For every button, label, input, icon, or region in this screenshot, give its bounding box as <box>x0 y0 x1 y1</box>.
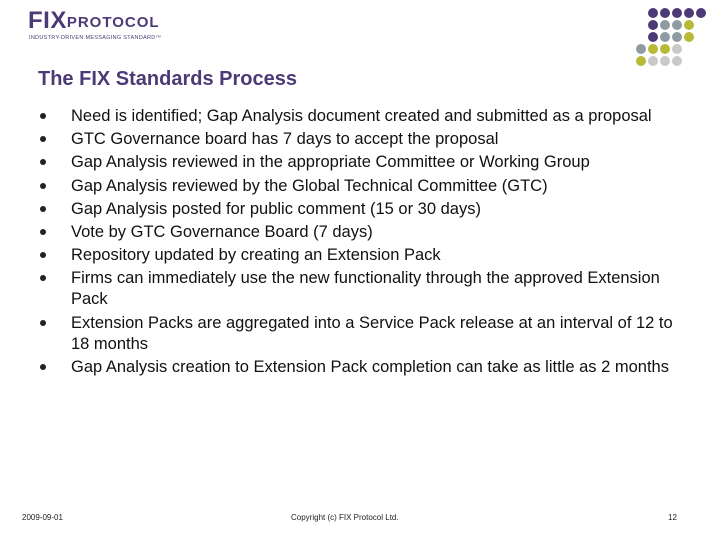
decorative-dot <box>648 8 658 18</box>
bullet-item <box>38 129 678 150</box>
bullet-item <box>38 245 678 266</box>
bullet-text: Gap Analysis reviewed by the Global Technical Committee (GTC) <box>71 176 548 195</box>
decorative-dot <box>660 32 670 42</box>
bullet-text: GTC Governance board has 7 days to accept the proposal <box>71 130 499 149</box>
bullet-dot-icon <box>40 364 46 370</box>
decorative-dot <box>672 56 682 66</box>
decorative-dot <box>672 32 682 42</box>
decorative-dot <box>636 44 646 54</box>
decorative-dot <box>684 32 694 42</box>
decorative-dot <box>648 20 658 30</box>
footer-copyright: Copyright (c) FIX Protocol Ltd. <box>291 513 399 522</box>
decorative-dot <box>684 8 694 18</box>
decorative-dot <box>660 56 670 66</box>
slide-title: The FIX Standards Process <box>38 68 297 90</box>
logo-sub-text: PROTOCOL <box>66 14 160 31</box>
bullet-dot-icon <box>40 113 46 119</box>
bullet-item <box>38 222 678 243</box>
bullet-dot-icon <box>40 252 46 258</box>
bullet-item <box>38 268 678 310</box>
bullet-item <box>38 199 678 220</box>
logo-main-text: FIX <box>28 7 67 34</box>
bullet-text: Gap Analysis posted for public comment (15 or 30 days) <box>71 199 481 218</box>
decorative-dot <box>684 20 694 30</box>
decorative-dot <box>648 56 658 66</box>
footer-date: 2009-09-01 <box>22 513 63 522</box>
bullet-item <box>38 176 678 197</box>
bullet-text: Repository updated by creating an Extension Pack <box>71 246 441 265</box>
decorative-dot <box>648 32 658 42</box>
decorative-dot <box>672 20 682 30</box>
decorative-dot <box>636 56 646 66</box>
bullet-dot-icon <box>40 159 46 165</box>
decorative-dot <box>660 20 670 30</box>
bullet-dot-icon <box>40 320 46 326</box>
bullet-text: Firms can immediately use the new functionality through the approved Extension Pack <box>71 269 660 309</box>
bullet-dot-icon <box>40 183 46 189</box>
bullet-dot-icon <box>40 136 46 142</box>
bullet-dot-icon <box>40 229 46 235</box>
decorative-dot <box>660 8 670 18</box>
fix-protocol-logo <box>28 8 208 48</box>
bullet-text: Extension Packs are aggregated into a Service Pack release at an interval of 12 to 18 months <box>71 313 673 353</box>
bullet-dot-icon <box>40 206 46 212</box>
bullet-text: Vote by GTC Governance Board (7 days) <box>71 222 373 241</box>
bullet-text: Need is identified; Gap Analysis document created and submitted as a proposal <box>71 107 652 125</box>
decorative-dot <box>672 8 682 18</box>
bullet-text: Gap Analysis reviewed in the appropriate Committee or Working Group <box>71 153 590 172</box>
footer-page-number: 12 <box>668 513 677 522</box>
decorative-dot <box>672 44 682 54</box>
bullet-item <box>38 357 678 378</box>
bullet-item <box>38 106 678 127</box>
decorative-dot <box>696 8 706 18</box>
bullet-dot-icon <box>40 275 46 281</box>
decorative-dot <box>660 44 670 54</box>
bullet-text: Gap Analysis creation to Extension Pack completion can take as little as 2 months <box>71 357 669 376</box>
bullet-item <box>38 313 678 355</box>
logo-tagline: INDUSTRY-DRIVEN MESSAGING STANDARD™ <box>29 35 162 41</box>
decorative-dot <box>648 44 658 54</box>
bullet-list <box>38 106 678 380</box>
bullet-item <box>38 152 678 173</box>
